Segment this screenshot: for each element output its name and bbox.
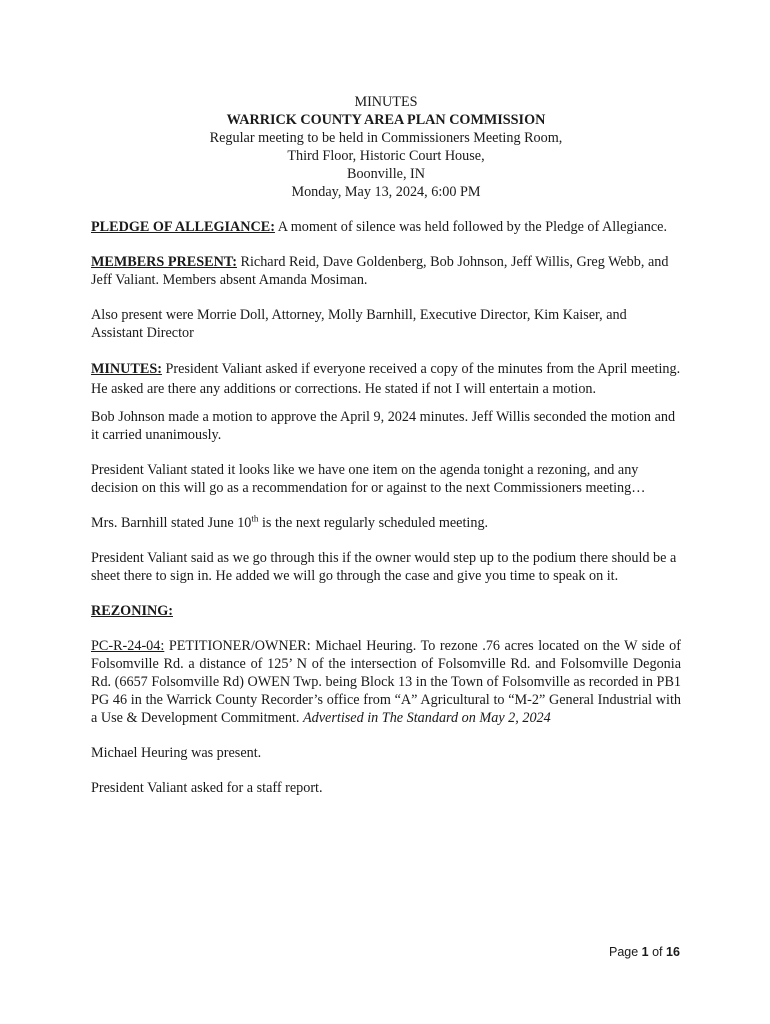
footer-page-word: Page bbox=[609, 945, 642, 959]
footer-page-number: 1 bbox=[641, 945, 649, 959]
document-body bbox=[91, 93, 681, 797]
header-line-2: Third Floor, Historic Court House, bbox=[287, 148, 485, 164]
page-footer bbox=[609, 943, 680, 961]
header-line-4: Monday, May 13, 2024, 6:00 PM bbox=[291, 184, 481, 200]
rezoning-heading: REZONING: bbox=[91, 603, 173, 619]
members-paragraph bbox=[91, 253, 681, 289]
header-line-1: Regular meeting to be held in Commissioners Meeting Room, bbox=[209, 130, 563, 146]
rezoning-case-id: PC-R-24-04: bbox=[91, 638, 165, 654]
footer-page-total: 16 bbox=[666, 945, 680, 959]
agenda-paragraph: President Valiant stated it looks like we have one item on the agenda tonight a rezoning, and any decision on this will go as a recommendation for or against to the next Commissioners meeting… bbox=[91, 462, 646, 496]
minutes-paragraph bbox=[91, 359, 681, 399]
minutes-heading: MINUTES: bbox=[91, 361, 162, 377]
next-meeting-after: is the next regularly scheduled meeting. bbox=[258, 515, 489, 531]
next-meeting-paragraph bbox=[91, 514, 681, 532]
organization-name: WARRICK COUNTY AREA PLAN COMMISSION bbox=[226, 112, 546, 128]
pledge-text: A moment of silence was held followed by the Pledge of Allegiance. bbox=[274, 219, 667, 235]
document-header bbox=[91, 93, 681, 201]
rezoning-case-paragraph bbox=[91, 637, 681, 727]
document-title: MINUTES bbox=[354, 94, 418, 110]
next-meeting-sup: th bbox=[251, 513, 259, 524]
staff-report-paragraph: President Valiant asked for a staff report. bbox=[91, 780, 323, 796]
minutes-text: President Valiant asked if everyone received a copy of the minutes from the April meeting. He asked are there any additions or corrections. He stated if not I will entertain a motion. bbox=[91, 361, 681, 397]
header-line-3: Boonville, IN bbox=[346, 166, 426, 182]
next-meeting-before: Mrs. Barnhill stated June 10 bbox=[91, 515, 252, 531]
also-present-paragraph: Also present were Morrie Doll, Attorney, Molly Barnhill, Executive Director, Kim Kaiser, and Assistant Director bbox=[91, 307, 627, 341]
rezoning-advertised: Advertised in The Standard on May 2, 2024 bbox=[303, 710, 551, 726]
pledge-heading: PLEDGE OF ALLEGIANCE: bbox=[91, 219, 275, 235]
podium-paragraph: President Valiant said as we go through this if the owner would step up to the podium there should be a sheet there to sign in. He added we will go through the case and give you time to speak on it. bbox=[91, 550, 677, 584]
members-text: Richard Reid, Dave Goldenberg, Bob Johnson, Jeff Willis, Greg Webb, and Jeff Valiant. Members absent Amanda Mosiman. bbox=[91, 254, 669, 288]
pledge-paragraph bbox=[91, 218, 681, 236]
footer-of-word: of bbox=[648, 945, 666, 959]
motion-paragraph: Bob Johnson made a motion to approve the April 9, 2024 minutes. Jeff Willis seconded the motion and it carried unanimously. bbox=[91, 409, 676, 443]
members-heading: MEMBERS PRESENT: bbox=[91, 254, 237, 270]
present-paragraph: Michael Heuring was present. bbox=[91, 745, 262, 761]
rezoning-case-text: PETITIONER/OWNER: Michael Heuring. To rezone .76 acres located on the W side of Folsomville Rd. a distance of 125’ N of the intersection of Folsomville Rd. and Folsomville Degonia Rd. (6657 Folsomville Rd) OWEN Twp. being Block 13 in the Town of Folsomville as recorded in PB1 PG 46 in the Warrick County Recorder’s office from “A” Agricultural to “M-2” General Industrial with a Use & Development Commitment. bbox=[91, 638, 681, 726]
